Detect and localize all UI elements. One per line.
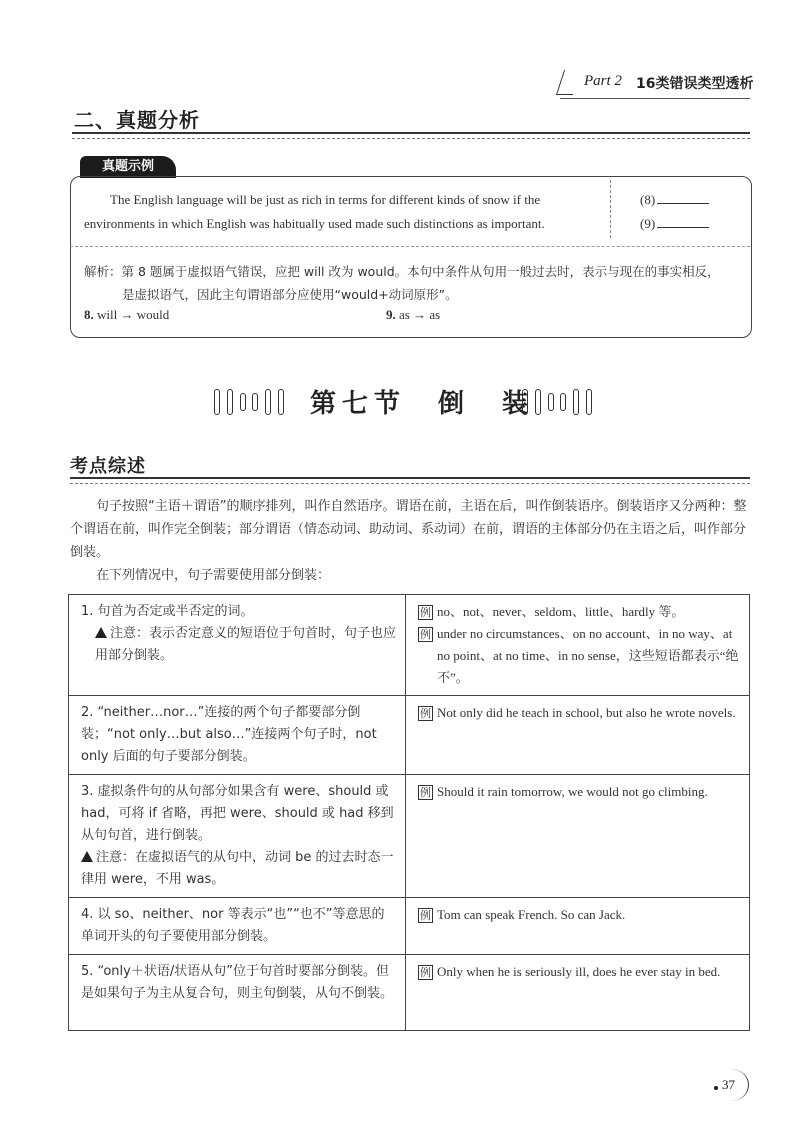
example-tab: 真题示例 (80, 156, 176, 178)
example-line-2: environments in which English was habitually used made such distinctions as important. (84, 216, 545, 231)
rule-text: 1. 句首为否定或半否定的词。 (81, 604, 254, 619)
page-number-text: 37 (722, 1077, 735, 1092)
table-cell-right (406, 955, 750, 1031)
answer-9 (386, 307, 440, 323)
example-mark-icon: 例 (420, 786, 431, 799)
overview-paragraph: 句子按照“主语＋谓语”的顺序排列，叫作自然语序。谓语在前，主语在后，叫作倒装语序。倒装语序又分两种：整个谓语在前，叫作完全倒装；部分谓语（情态动词、助动词、系动词）在前，谓语的主体部分仍在主语之后，叫作部分倒装。 (70, 499, 747, 560)
example-mark-icon: 例 (420, 707, 431, 720)
answer-8-text: will → would (97, 307, 170, 322)
analysis-line-1: 解析：第 8 题属于虚拟语气错误，应把 will 改为 would。本句中条件从句用一般过去时，表示与现在的事实相反， (84, 264, 720, 279)
blank-9-label: (9) (640, 216, 656, 231)
example-text: under no circumstances、on no account、in no way、at no point、at no time、in no sense，这些短语都表示“绝不”。 (437, 626, 739, 685)
example-item (418, 702, 741, 724)
section-rule (72, 132, 750, 139)
overview-lead: 在下列情况中，句子需要使用部分倒装： (96, 568, 331, 583)
rule-text: 2. “neither…nor…”连接的两个句子都要部分倒装；“not only…but also…”连接两个句子时，not only 后面的句子要部分倒装。 (81, 705, 377, 764)
example-mark-icon: 例 (420, 628, 431, 641)
inversion-table (68, 594, 750, 1031)
blank-8 (640, 192, 709, 208)
header-part: Part 2 (584, 73, 622, 89)
blank-8-label: (8) (640, 192, 656, 207)
table-cell-left (69, 898, 406, 955)
warning-icon (95, 627, 107, 638)
rule-note (81, 623, 397, 667)
example-text: Not only did he teach in school, but also he wrote novels. (437, 705, 736, 720)
blank-9 (640, 216, 709, 232)
warning-icon (81, 851, 93, 862)
example-separator (70, 246, 750, 247)
rule-note (81, 847, 397, 891)
table-cell-right (406, 696, 750, 775)
rule-text: 4. 以 so、neither、nor 等表示“也”“也不”等意思的单词开头的句子要使用部分倒装。 (81, 907, 385, 944)
table-cell-right (406, 898, 750, 955)
rule-note-text: 注意：在虚拟语气的从句中，动词 be 的过去时态一律用 were，不用 was。 (81, 850, 394, 887)
table-row (69, 898, 750, 955)
answer-8-number: 8. (84, 307, 94, 322)
table-row (69, 696, 750, 775)
example-text: Should it rain tomorrow, we would not go climbing. (437, 784, 708, 799)
example-mark-icon: 例 (420, 606, 431, 619)
rule-note-text: 注意：表示否定意义的短语位于句首时，句子也应用部分倒装。 (95, 626, 397, 663)
page-number-dot-icon (714, 1086, 718, 1090)
example-mark-icon: 例 (420, 966, 431, 979)
table-row (69, 775, 750, 898)
example-divider (610, 180, 611, 238)
section-title: 二、真题分析 (74, 108, 200, 132)
blank-9-line (657, 227, 709, 228)
table-cell-left (69, 775, 406, 898)
answer-9-text: as → as (399, 307, 441, 322)
rule-text: 5. “only＋状语/状语从句”位于句首时要部分倒装。但是如果句子为主从复合句，则主句倒装，从句不倒装。 (81, 964, 394, 1001)
overview-rule (70, 477, 750, 484)
table-cell-right (406, 775, 750, 898)
table-cell-left (69, 696, 406, 775)
page-header (560, 68, 760, 98)
chapter-title: 第七节 倒 装 (310, 389, 535, 419)
chapter-deco-right-icon (522, 387, 592, 417)
example-item (418, 961, 741, 983)
overview-title: 考点综述 (70, 456, 146, 477)
table-row (69, 955, 750, 1031)
example-text: Only when he is seriously ill, does he ever stay in bed. (437, 964, 721, 979)
example-text: Tom can speak French. So can Jack. (437, 907, 626, 922)
example-item (418, 781, 741, 803)
header-rule (560, 98, 750, 99)
header-title: 16类错误类型透析 (636, 76, 754, 92)
example-item (418, 601, 741, 623)
table-cell-left (69, 955, 406, 1031)
blank-8-line (657, 203, 709, 204)
answer-8 (84, 307, 169, 323)
answer-9-number: 9. (386, 307, 396, 322)
chapter-deco-left-icon (214, 387, 284, 417)
example-item (418, 623, 741, 689)
table-cell-right (406, 595, 750, 696)
example-item (418, 904, 741, 926)
example-text: no、not、never、seldom、little、hardly 等。 (437, 604, 685, 619)
rule-text: 3. 虚拟条件句的从句部分如果含有 were、should 或 had，可将 if 省略，再把 were、should 或 had 移到从句句首，进行倒装。 (81, 784, 394, 843)
example-mark-icon: 例 (420, 909, 431, 922)
table-row (69, 595, 750, 696)
analysis-line-2: 是虚拟语气，因此主句谓语部分应使用“would+动词原形”。 (122, 287, 458, 302)
example-line-1: The English language will be just as rich in terms for different kinds of snow if the (110, 192, 541, 207)
page-number (710, 1067, 750, 1103)
table-cell-left (69, 595, 406, 696)
header-bracket-icon (556, 70, 581, 95)
